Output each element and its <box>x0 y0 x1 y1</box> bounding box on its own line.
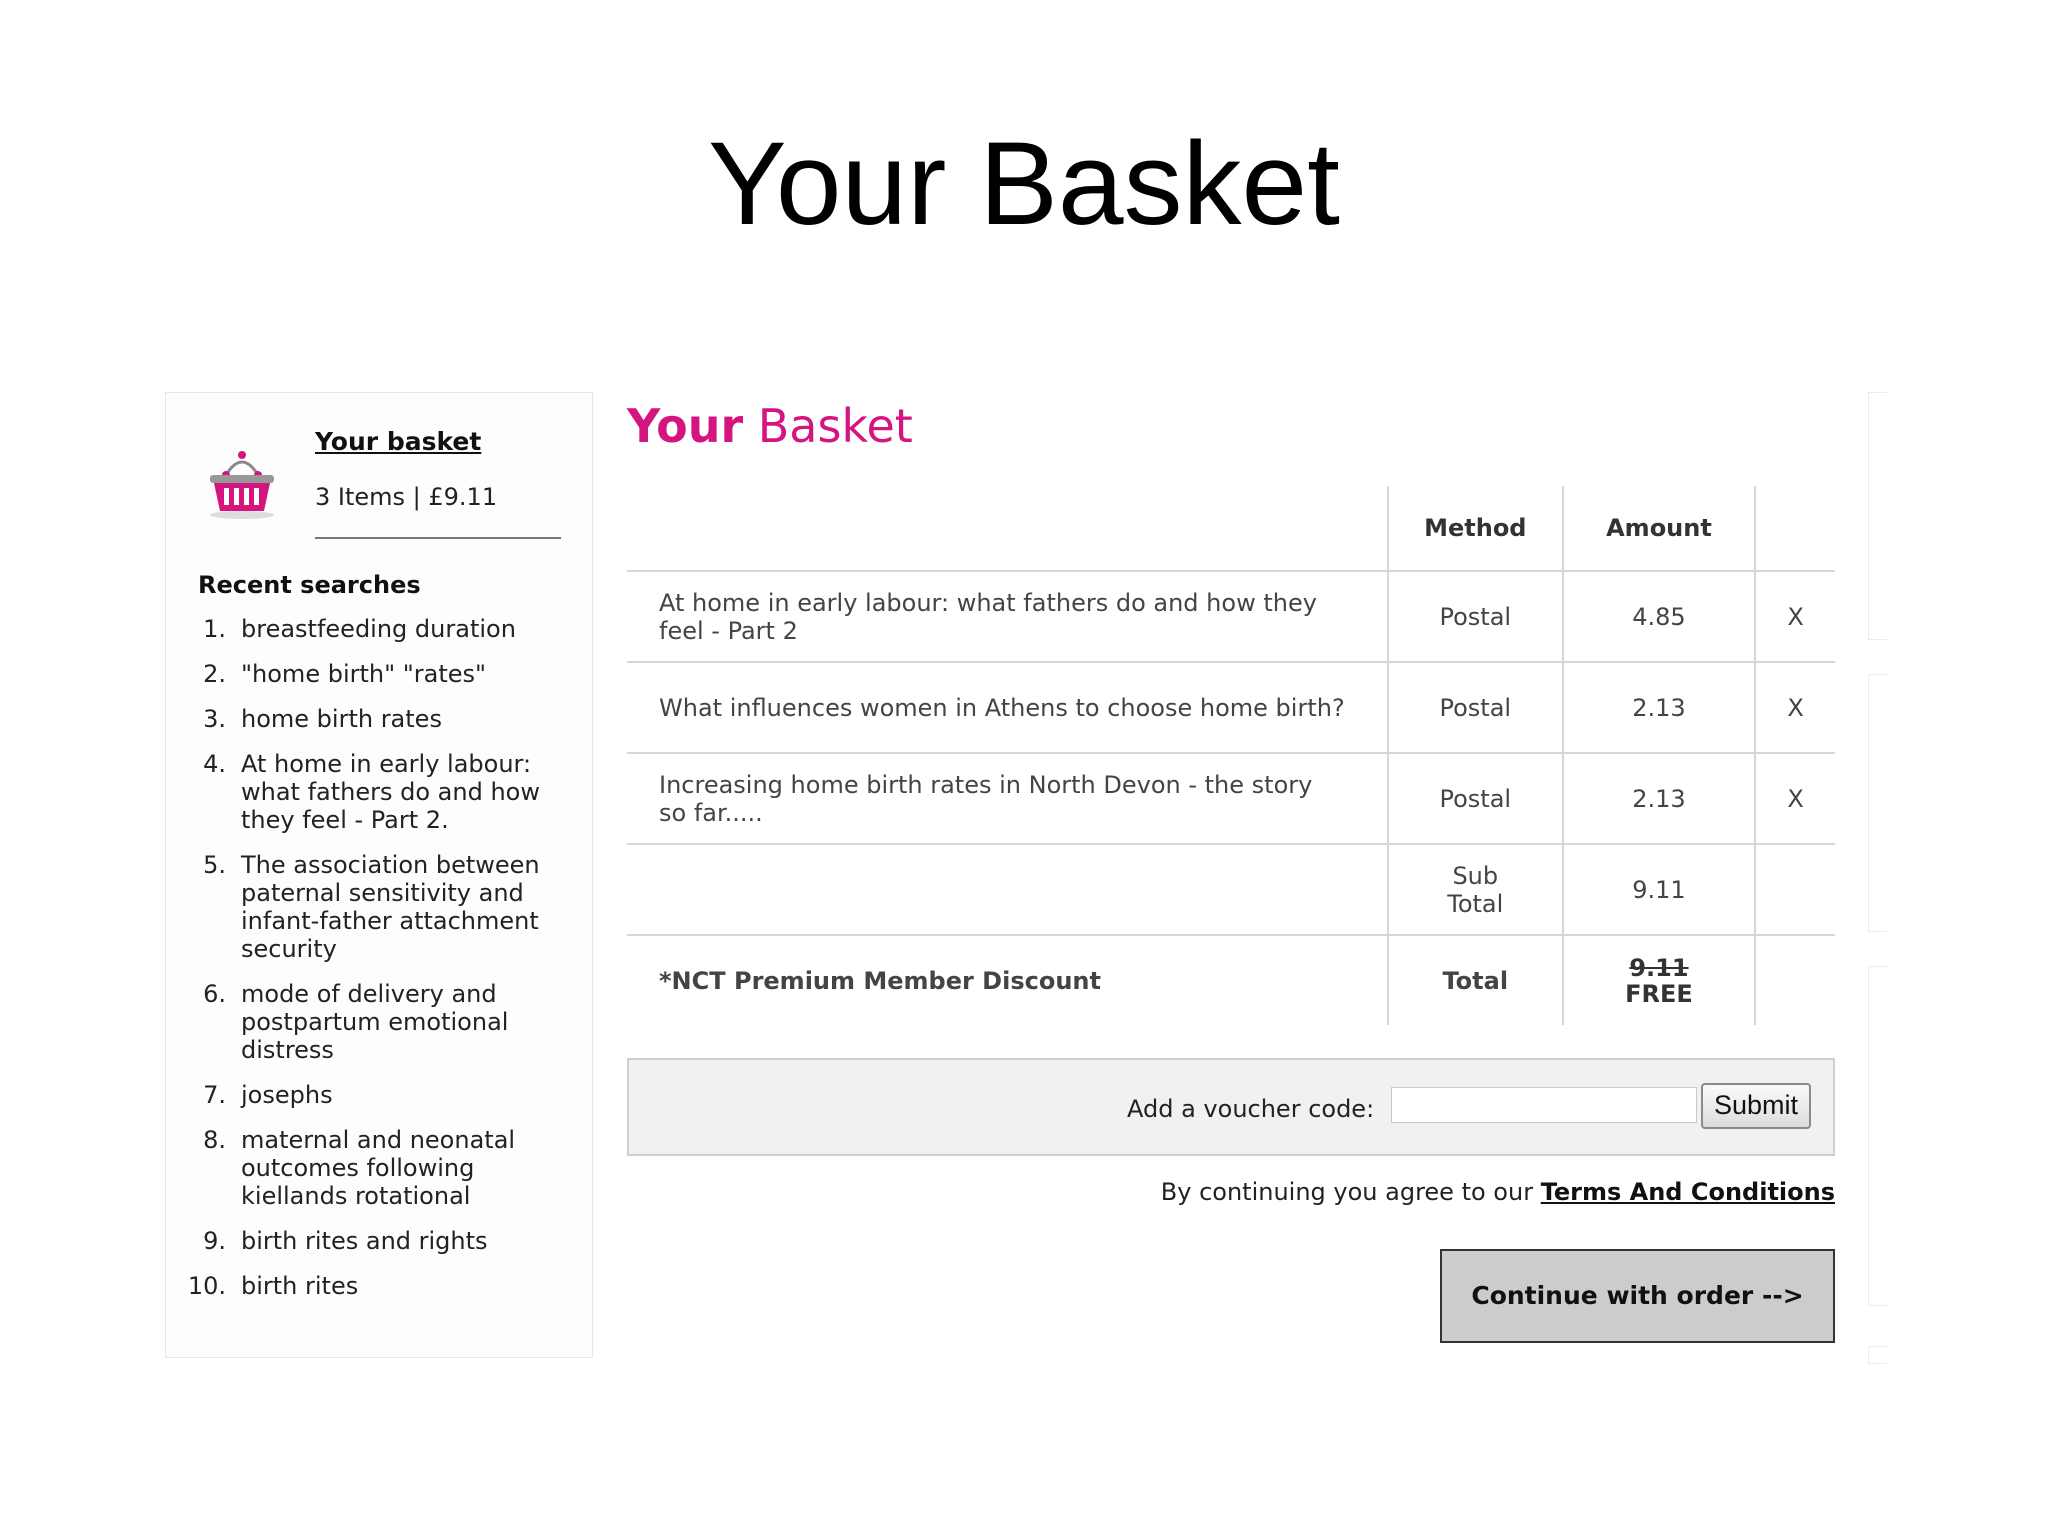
total-value <box>1563 935 1755 1025</box>
discounted-total: FREE <box>1625 979 1693 1008</box>
item-amount: 2.13 <box>1563 753 1755 844</box>
recent-search-link[interactable]: maternal and neonatal outcomes following kiellands rotational <box>241 1126 516 1210</box>
recent-search-item[interactable]: 9. birth rites and rights <box>203 1227 488 1255</box>
recent-search-item[interactable]: 4. At home in early labour: what fathers do and how they feel - Part 2. <box>203 750 540 834</box>
table-row <box>627 753 1835 844</box>
recent-search-link[interactable]: home birth rates <box>241 705 442 733</box>
table-header-row <box>627 486 1835 571</box>
remove-item-button[interactable]: X <box>1787 784 1804 813</box>
your-basket-link[interactable]: Your basket <box>315 427 482 456</box>
slide-title: Your Basket <box>708 118 1340 250</box>
recent-search-link[interactable]: breastfeeding duration <box>241 615 516 643</box>
voucher-label: Add a voucher code: <box>1127 1095 1375 1123</box>
recent-search-item[interactable]: 1. breastfeeding duration <box>203 615 516 643</box>
edge-panel <box>1868 1346 1887 1364</box>
subtotal-value: 9.11 <box>1563 844 1755 935</box>
remove-item-cell <box>1755 753 1835 844</box>
sidebar <box>165 392 593 1358</box>
edge-panel <box>1868 674 1887 932</box>
subtotal-label <box>1388 844 1563 935</box>
voucher-panel <box>627 1058 1835 1156</box>
header-remove-cell <box>1755 486 1835 571</box>
terms-and-conditions-link[interactable]: Terms And Conditions <box>1540 1178 1835 1206</box>
header-method: Method <box>1388 486 1563 571</box>
item-amount: 2.13 <box>1563 662 1755 753</box>
item-title: At home in early labour: what fathers do and how they feel - Part 2 <box>627 571 1388 662</box>
recent-searches-list <box>166 615 566 1317</box>
recent-search-link[interactable]: The association between paternal sensitivity and infant-father attachment security <box>241 851 540 963</box>
total-row <box>627 935 1835 1025</box>
recent-search-item[interactable]: 10. birth rites <box>187 1272 359 1300</box>
shopping-basket-icon[interactable] <box>204 445 280 521</box>
edge-panel <box>1868 966 1887 1306</box>
continue-with-order-button[interactable]: Continue with order --> <box>1440 1249 1835 1343</box>
recent-search-item[interactable]: 8. maternal and neonatal outcomes following kiellands rotational <box>203 1126 516 1210</box>
original-total: 9.11 <box>1629 953 1689 982</box>
subtotal-row <box>627 844 1835 935</box>
basket-heading-bold: Your <box>627 399 744 453</box>
recent-search-item[interactable]: 3. home birth rates <box>203 705 442 733</box>
remove-item-cell <box>1755 662 1835 753</box>
recent-search-link[interactable]: josephs <box>241 1081 333 1109</box>
edge-panel <box>1868 392 1887 640</box>
table-row <box>627 662 1835 753</box>
item-title: What influences women in Athens to choose home birth? <box>627 662 1388 753</box>
header-title-cell <box>627 486 1388 571</box>
recent-searches-heading: Recent searches <box>198 571 421 599</box>
item-method: Postal <box>1388 571 1563 662</box>
subtotal-label-text: Sub Total <box>1447 861 1504 918</box>
basket-summary: 3 Items | £9.11 <box>315 483 498 511</box>
terms-prefix: By continuing you agree to our <box>1160 1178 1534 1206</box>
subtotal-empty <box>1755 844 1835 935</box>
recent-search-link[interactable]: mode of delivery and postpartum emotional distress <box>241 980 509 1064</box>
item-title: Increasing home birth rates in North Devon - the story so far..... <box>627 753 1388 844</box>
item-amount: 4.85 <box>1563 571 1755 662</box>
recent-search-item[interactable]: 5. The association between paternal sensitivity and infant-father attachment security <box>203 851 540 963</box>
voucher-submit-button[interactable]: Submit <box>1701 1083 1811 1129</box>
recent-search-link[interactable]: birth rites <box>241 1272 359 1300</box>
total-label: Total <box>1388 935 1563 1025</box>
subtotal-spacer <box>627 844 1388 935</box>
remove-item-button[interactable]: X <box>1787 693 1804 722</box>
terms-notice <box>1161 1178 1835 1206</box>
table-row <box>627 571 1835 662</box>
remove-item-button[interactable]: X <box>1787 602 1804 631</box>
basket-heading <box>627 399 913 453</box>
item-method: Postal <box>1388 753 1563 844</box>
recent-search-item[interactable]: 7. josephs <box>203 1081 333 1109</box>
recent-search-item[interactable]: 6. mode of delivery and postpartum emotional distress <box>203 980 509 1064</box>
item-method: Postal <box>1388 662 1563 753</box>
recent-search-link[interactable]: At home in early labour: what fathers do and how they feel - Part 2. <box>241 750 540 834</box>
recent-search-item[interactable]: 2. "home birth" "rates" <box>203 660 487 688</box>
basket-table <box>627 486 1835 1025</box>
recent-search-link[interactable]: "home birth" "rates" <box>241 660 487 688</box>
right-edge-panels <box>1868 392 1888 1362</box>
basket-heading-rest: Basket <box>757 399 913 453</box>
remove-item-cell <box>1755 571 1835 662</box>
voucher-code-input[interactable] <box>1391 1087 1697 1123</box>
divider <box>315 537 561 539</box>
header-amount: Amount <box>1563 486 1755 571</box>
discount-label: *NCT Premium Member Discount <box>627 935 1388 1025</box>
recent-search-link[interactable]: birth rites and rights <box>241 1227 488 1255</box>
total-empty <box>1755 935 1835 1025</box>
